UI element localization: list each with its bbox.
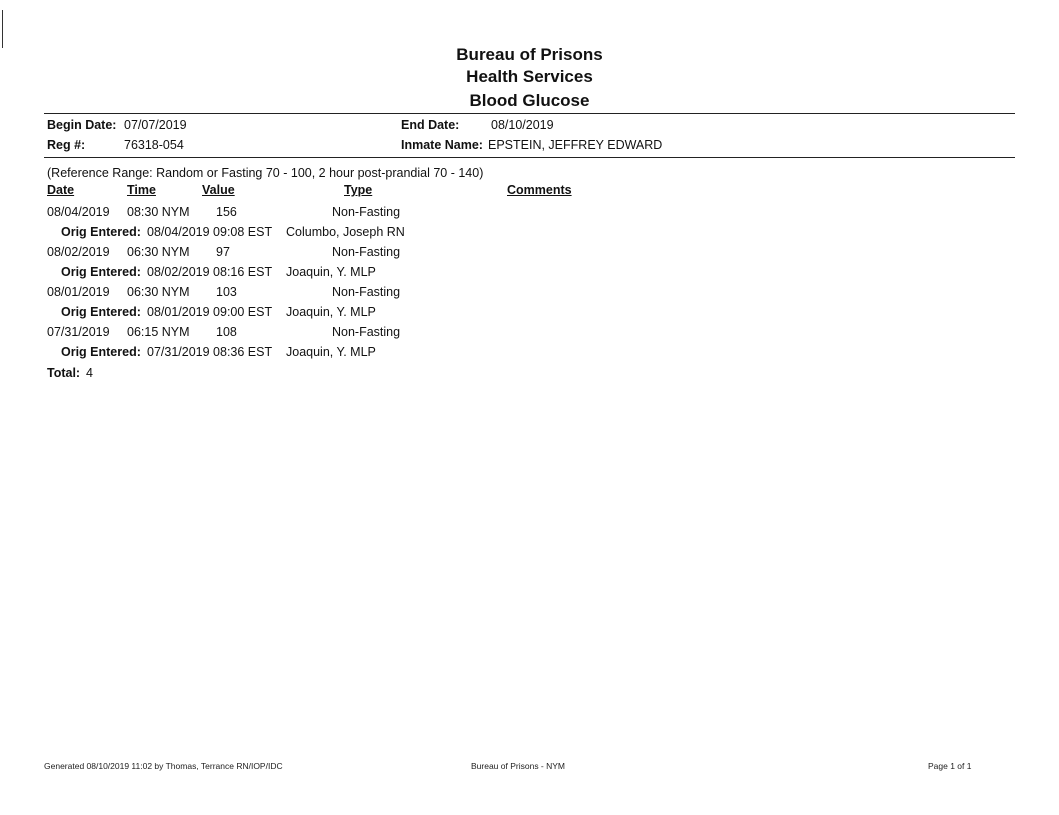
record-value: 97 — [216, 245, 230, 259]
orig-entered-timestamp: 07/31/2019 08:36 EST — [147, 345, 273, 359]
agency-title: Bureau of Prisons — [456, 45, 603, 64]
scan-margin-mark — [2, 10, 3, 48]
record-time: 06:30 NYM — [127, 245, 190, 259]
record-date: 07/31/2019 — [47, 325, 110, 339]
record-value: 108 — [216, 325, 237, 339]
entered-by: Joaquin, Y. MLP — [286, 345, 376, 359]
record-date: 08/01/2019 — [47, 285, 110, 299]
header-divider — [44, 113, 1015, 114]
reference-range: (Reference Range: Random or Fasting 70 - 100, 2 hour post-prandial 70 - 140) — [47, 166, 484, 180]
record-type: Non-Fasting — [332, 205, 401, 219]
total-label: Total: — [47, 366, 81, 380]
column-header-date: Date — [47, 183, 75, 197]
record-time: 08:30 NYM — [127, 205, 190, 219]
orig-entered-label: Orig Entered: — [61, 265, 141, 279]
begin-date-label: Begin Date: — [47, 118, 117, 132]
footer-page-number: Page 1 of 1 — [928, 761, 972, 771]
end-date-value: 08/10/2019 — [491, 118, 554, 132]
orig-entered-timestamp: 08/04/2019 09:08 EST — [147, 225, 273, 239]
orig-entered-timestamp: 08/01/2019 09:00 EST — [147, 305, 273, 319]
record-date: 08/02/2019 — [47, 245, 110, 259]
inmate-name-value: EPSTEIN, JEFFREY EDWARD — [488, 138, 663, 152]
column-header-type: Type — [344, 183, 373, 197]
column-header-comments: Comments — [507, 183, 572, 197]
record-value: 103 — [216, 285, 237, 299]
end-date-label: End Date: — [401, 118, 460, 132]
column-header-value: Value — [202, 183, 235, 197]
inmate-name-label: Inmate Name: — [401, 138, 483, 152]
entered-by: Columbo, Joseph RN — [286, 225, 405, 239]
begin-date-value: 07/07/2019 — [124, 118, 187, 132]
report-title: Blood Glucose — [469, 91, 590, 110]
total-value: 4 — [86, 366, 93, 380]
department-title: Health Services — [466, 67, 593, 86]
record-date: 08/04/2019 — [47, 205, 110, 219]
footer-generated: Generated 08/10/2019 11:02 by Thomas, Terrance RN/IOP/IDC — [44, 761, 283, 771]
record-type: Non-Fasting — [332, 285, 401, 299]
record-type: Non-Fasting — [332, 245, 401, 259]
entered-by: Joaquin, Y. MLP — [286, 305, 376, 319]
record-time: 06:15 NYM — [127, 325, 190, 339]
column-header-time: Time — [127, 183, 156, 197]
orig-entered-timestamp: 08/02/2019 08:16 EST — [147, 265, 273, 279]
orig-entered-label: Orig Entered: — [61, 225, 141, 239]
footer-facility: Bureau of Prisons - NYM — [471, 761, 566, 771]
orig-entered-label: Orig Entered: — [61, 305, 141, 319]
reg-number-label: Reg #: — [47, 138, 86, 152]
orig-entered-label: Orig Entered: — [61, 345, 141, 359]
record-value: 156 — [216, 205, 237, 219]
entered-by: Joaquin, Y. MLP — [286, 265, 376, 279]
record-type: Non-Fasting — [332, 325, 401, 339]
info-divider — [44, 157, 1015, 158]
reg-number-value: 76318-054 — [124, 138, 184, 152]
record-time: 06:30 NYM — [127, 285, 190, 299]
